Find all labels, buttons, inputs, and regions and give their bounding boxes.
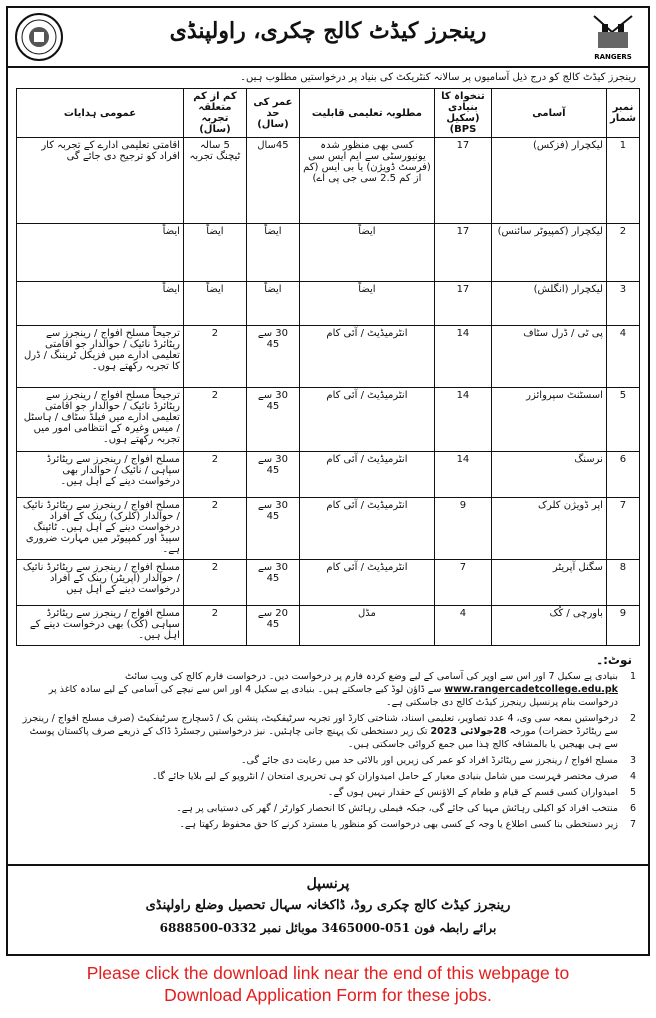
table-row: [17, 138, 640, 224]
cell-num: 2: [606, 224, 639, 282]
cell-age: ایضاً: [246, 282, 299, 326]
cell-bps: 14: [434, 326, 491, 388]
cell-post: پی ٹی / ڈرل سٹاف: [491, 326, 606, 388]
intro-text: رینجرز کیڈٹ کالج کو درج ذیل آسامیوں پر سالانہ کنٹریکٹ کی بنیاد پر درخواستیں مطلوب ہیں۔: [240, 72, 636, 83]
header: [8, 8, 648, 68]
cell-qualification: مڈل: [299, 606, 434, 646]
cell-num: 8: [606, 560, 639, 606]
cell-qualification: انٹرمیڈیٹ / آئی کام: [299, 452, 434, 498]
rangers-logo-icon: [586, 10, 640, 62]
cell-bps: 17: [434, 138, 491, 224]
cell-bps: 17: [434, 224, 491, 282]
table-row: [17, 388, 640, 452]
footer-divider: [8, 864, 648, 866]
cell-post: اپر ڈویژن کلرک: [491, 498, 606, 560]
header-post: آسامی: [491, 89, 606, 138]
header-qualification: مطلوبہ تعلیمی قابلیت: [299, 89, 434, 138]
cell-post: باورچی / کُک: [491, 606, 606, 646]
header-age: عمر کی حد (سال): [246, 89, 299, 138]
table-row: [17, 606, 640, 646]
cell-qualification: ایضاً: [299, 282, 434, 326]
table-row: [17, 498, 640, 560]
cell-post: سگنل آپریٹر: [491, 560, 606, 606]
header-num: نمبر شمار: [606, 89, 639, 138]
cell-post: لیکچرار (فزکس): [491, 138, 606, 224]
table-row: [17, 452, 640, 498]
cell-age: 30 سے 45: [246, 326, 299, 388]
cell-num: 1: [606, 138, 639, 224]
cell-experience: 5 سالہ ٹیچنگ تجربہ: [183, 138, 246, 224]
cell-bps: 17: [434, 282, 491, 326]
notes-title: نوٹ:۔: [596, 653, 632, 667]
college-crest-icon: [14, 12, 64, 62]
cell-experience: 2: [183, 452, 246, 498]
cell-age: 30 سے 45: [246, 452, 299, 498]
cell-age: 30 سے 45: [246, 388, 299, 452]
deadline-date: 28جولائی 2023: [430, 726, 507, 737]
cell-qualification: انٹرمیڈیٹ / آئی کام: [299, 388, 434, 452]
note-item: 6 منتخب افراد کو اکیلی رہائش مہیا کی جائے گی، جبکہ فیملی رہائش کا انحصار کوارٹر / گھر کی دستیابی پر ہے۔: [176, 803, 636, 814]
cell-num: 7: [606, 498, 639, 560]
download-instruction-line1: Please click the download link near the end of this webpage to: [86, 963, 570, 983]
footer: [8, 876, 648, 935]
cell-bps: 14: [434, 388, 491, 452]
cell-bps: 4: [434, 606, 491, 646]
note-item: 3 مسلح افواج / رینجرز سے ریٹائرڈ افراد کو عمر کی زیریں اور بالائی حد میں رعایت دی جائے گی۔: [240, 755, 636, 766]
note-item: 4 صرف مختصر فہرست میں شامل بنیادی معیار کے حامل امیدواران کو ہی تحریری امتحان / انٹرویو کے لیے بلایا جائے گا۔: [151, 771, 636, 782]
cell-num: 6: [606, 452, 639, 498]
cell-qualification: کسی بھی منظور شدہ یونیورسٹی سے ایم ایس سی (فرسٹ ڈویژن) یا بی ایس (کم از کم 2.5 سی جی پی اے): [299, 138, 434, 224]
note-item: 2 درخواستیں بمعہ سی وی، 4 عدد تصاویر، تعلیمی اسناد، شناختی کارڈ اور تجربہ سرٹیفکیٹ، پنشن بک / ڈسچارج سرٹیفکیٹ (صرف مسلح افواج / رینجرز سے ریٹائرڈ حضرات) مورخہ 28جولائی 2023 تک زیر دستخطی تک پہنچ جانی چاہئیں۔ نیز درخواستیں رجسٹرڈ ڈاک کے ذریعے صرف پاکستان پوسٹ سے ہی بھیجیں یا بالمشافہ کالج ہٰذا میں جمع کروائی جاسکتی ہیں۔: [22, 713, 636, 750]
cell-instructions: ایضاً: [17, 282, 184, 326]
cell-age: ایضاً: [246, 224, 299, 282]
cell-experience: 2: [183, 560, 246, 606]
table-header-row: [17, 89, 640, 138]
cell-qualification: انٹرمیڈیٹ / آئی کام: [299, 326, 434, 388]
note-item: 1 بنیادی پے سکیل 7 اور اس سے اوپر کی آسامی کے لیے وضع کردہ فارم پر درخواست دیں۔ درخواست فارم کالج کی ویب سائٹ www.rangercadetcollege.edu.pk سے ڈاؤن لوڈ کیے جاسکتے ہیں۔ بنیادی پے سکیل 4 اور اس سے نیچے کی آسامی کے لیے سادہ کاغذ پر درخواست بنام پرنسپل رینجرز کیڈٹ کالج دی جاسکتی ہے۔: [48, 671, 636, 708]
cell-experience: ایضاً: [183, 224, 246, 282]
logo-text: RANGERS: [594, 53, 632, 61]
principal-title: پرنسپل: [306, 876, 350, 892]
cell-num: 9: [606, 606, 639, 646]
cell-experience: 2: [183, 498, 246, 560]
cell-instructions: مسلح افواج / رینجرز سے ریٹائرڈ نائیک / حوالدار (آپریٹر) رینک کے افراد درخواست دینے کے اہل ہیں: [17, 560, 184, 606]
cell-num: 4: [606, 326, 639, 388]
download-instruction-line2: Download Application Form for these jobs.: [164, 985, 492, 1005]
cell-num: 3: [606, 282, 639, 326]
cell-experience: 2: [183, 606, 246, 646]
table-row: [17, 560, 640, 606]
cell-instructions: مسلح افواج / رینجرز سے ریٹائرڈ سپاہی / نائیک / حوالدار بھی درخواست دینے کے اہل ہیں۔: [17, 452, 184, 498]
download-instruction: [0, 962, 656, 1006]
cell-post: لیکچرار (کمپیوٹر سائنس): [491, 224, 606, 282]
cell-qualification: انٹرمیڈیٹ / آئی کام: [299, 498, 434, 560]
cell-instructions: ترجیحاً مسلح افواج / رینجرز سے ریٹائرڈ نائیک / حوالدار جو اقامتی تعلیمی ادارے میں فزیکل ٹریننگ / ڈرل کا تجربہ رکھتے ہوں۔: [17, 326, 184, 388]
jobs-table: [16, 88, 640, 646]
page-title: رینجرز کیڈٹ کالج چکری، راولپنڈی: [169, 18, 487, 44]
cell-instructions: مسلح افواج / رینجرز سے ریٹائرڈ سپاہی (کُک) بھی درخواست دینے کے اہل ہیں۔: [17, 606, 184, 646]
header-instructions: عمومی ہدایات: [17, 89, 184, 138]
cell-age: 20 سے 45: [246, 606, 299, 646]
cell-experience: 2: [183, 326, 246, 388]
header-experience: کم از کم متعلقہ تجربہ (سال): [183, 89, 246, 138]
cell-instructions: اقامتی تعلیمی ادارے کے تجربہ کار افراد کو ترجیح دی جائے گی: [17, 138, 184, 224]
website-link[interactable]: www.rangercadetcollege.edu.pk: [444, 684, 618, 695]
college-address: رینجرز کیڈٹ کالج چکری روڈ، ڈاکخانہ سہال تحصیل وضلع راولپنڈی: [145, 898, 511, 913]
cell-bps: 14: [434, 452, 491, 498]
note-item: 5 امیدواران کسی قسم کے قیام و طعام کے الاؤنس کے حقدار نہیں ہوں گے۔: [327, 787, 636, 798]
cell-bps: 9: [434, 498, 491, 560]
contact-numbers: برائے رابطہ فون 051-3465000 موبائل نمبر 0332-6888500: [159, 921, 497, 935]
cell-bps: 7: [434, 560, 491, 606]
cell-age: 30 سے 45: [246, 560, 299, 606]
cell-experience: 2: [183, 388, 246, 452]
table-row: [17, 282, 640, 326]
notes-list: [20, 670, 636, 834]
cell-qualification: ایضاً: [299, 224, 434, 282]
advertisement-frame: [6, 6, 650, 956]
cell-age: 30 سے 45: [246, 498, 299, 560]
table-row: [17, 326, 640, 388]
cell-instructions: ایضاً: [17, 224, 184, 282]
table-row: [17, 224, 640, 282]
cell-experience: ایضاً: [183, 282, 246, 326]
cell-post: لیکچرار (انگلش): [491, 282, 606, 326]
cell-instructions: مسلح افواج / رینجرز سے ریٹائرڈ نائیک / حوالدار (کلرک) رینک کے افراد درخواست دینے کے اہل ہیں۔ ٹائپنگ سپیڈ اور کمپیوٹر میں مہارت ضروری ہے۔: [17, 498, 184, 560]
cell-instructions: ترجیحاً مسلح افواج / رینجرز سے ریٹائرڈ نائیک / حوالدار جو اقامتی تعلیمی ادارے میں فیلڈ سٹاف / ہاسٹل / میس وغیرہ کے انتظامی امور میں تجربہ رکھتے ہوں۔: [17, 388, 184, 452]
cell-age: 45سال: [246, 138, 299, 224]
cell-post: نرسنگ: [491, 452, 606, 498]
cell-num: 5: [606, 388, 639, 452]
note-item: 7 زیر دستخطی بنا کسی اطلاع یا وجہ کے کسی بھی درخواست کو منظور یا مسترد کرنے کا حق محفوظ رکھتا ہے۔: [179, 819, 636, 830]
cell-qualification: انٹرمیڈیٹ / آئی کام: [299, 560, 434, 606]
header-bps: تنخواہ کا بنیادی (سکیل BPS): [434, 89, 491, 138]
cell-post: اسسٹنٹ سپروائزر: [491, 388, 606, 452]
